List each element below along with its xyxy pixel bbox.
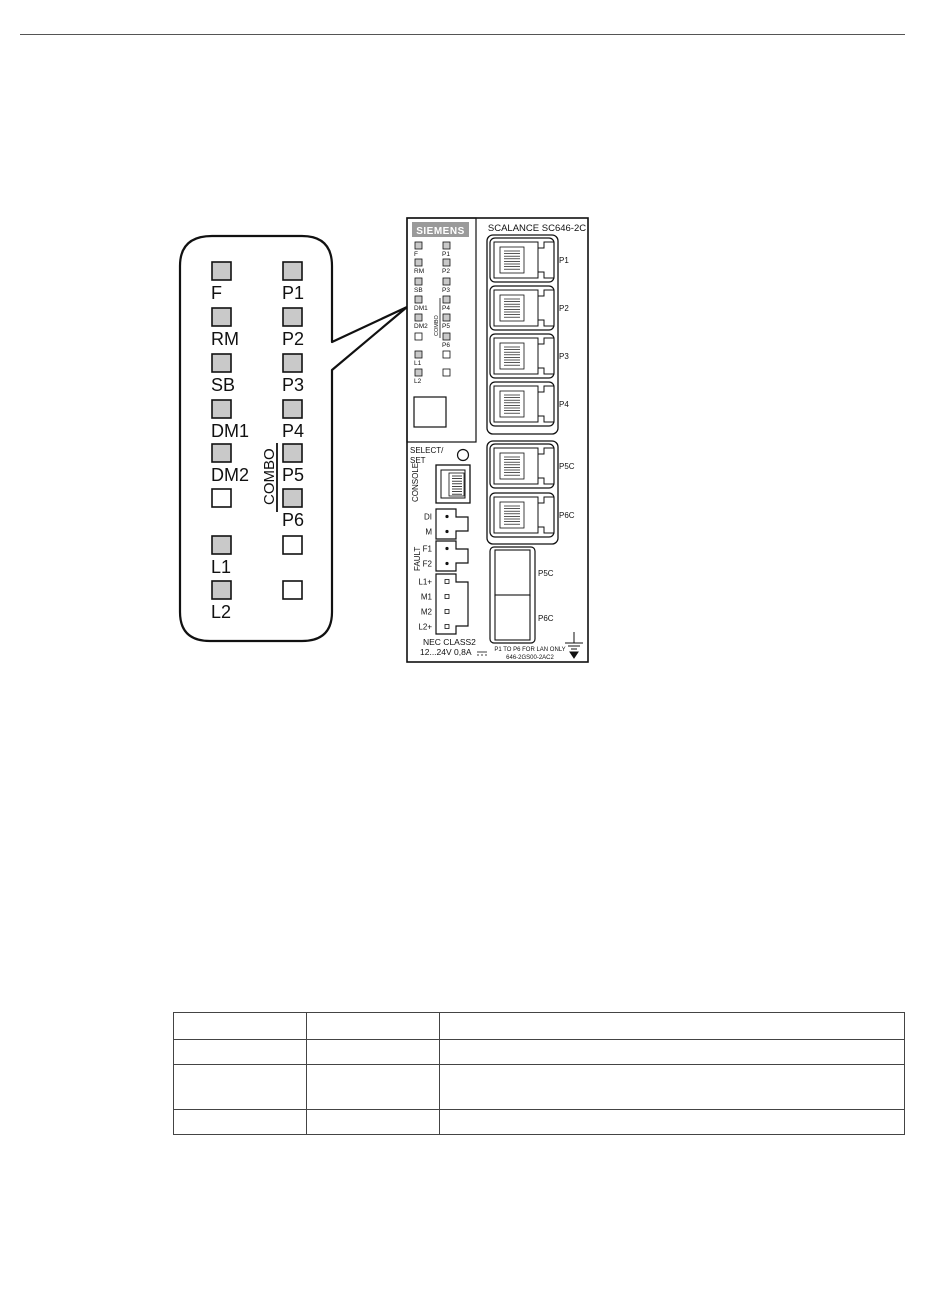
- table-cell: [307, 1040, 440, 1065]
- device-led-left-2: [415, 259, 422, 266]
- device-led-label: DM2: [414, 323, 428, 330]
- device-led-left-1: [415, 242, 422, 249]
- device-led-left-4: [415, 296, 422, 303]
- description-table: [173, 1012, 905, 1135]
- table-cell: [440, 1040, 905, 1065]
- table-cell: [307, 1110, 440, 1135]
- table-row: [174, 1110, 905, 1135]
- device-led-right-1: [443, 242, 450, 249]
- callout-led-label: L2: [211, 602, 232, 622]
- brand-logo: SIEMENS: [416, 226, 465, 237]
- callout-led-label: L1: [211, 557, 232, 577]
- device-led-left-3: [415, 278, 422, 285]
- device-led-left-7: [415, 351, 422, 358]
- device-led-label: P1: [442, 251, 450, 258]
- device-led-right-5: [443, 314, 450, 321]
- table-cell: [174, 1110, 307, 1135]
- callout-led-label: DM2: [211, 465, 250, 485]
- power-pin-label: L2+: [418, 622, 432, 632]
- power-pin-label: M2: [420, 607, 432, 617]
- callout-led-right-8: [283, 581, 302, 599]
- device-led-label: F: [414, 251, 418, 258]
- device-led-right-4: [443, 296, 450, 303]
- device-led-right-2: [443, 259, 450, 266]
- table-cell: [440, 1065, 905, 1110]
- callout-led-label: P6: [282, 510, 305, 530]
- rj45-port-3-label: P3: [559, 352, 569, 361]
- rj45-port-1-label: P1: [559, 256, 569, 265]
- callout-led-label: SB: [211, 375, 236, 395]
- voltage-label: 12...24V 0,8A: [420, 647, 472, 657]
- callout-led-right-7: [283, 536, 302, 554]
- callout-led-left-6: [212, 489, 231, 507]
- device-led-right-3: [443, 278, 450, 285]
- fault-pin-label: F2: [422, 559, 432, 569]
- lan-note: P1 TO P6 FOR LAN ONLY: [494, 647, 566, 653]
- console-label: CONSOLE: [411, 462, 420, 502]
- power-terminal[interactable]: [436, 574, 468, 634]
- device-led-label: P3: [442, 287, 450, 294]
- table-cell: [440, 1013, 905, 1040]
- sfp-port-1[interactable]: [495, 550, 530, 596]
- callout-led-label: DM1: [211, 421, 250, 441]
- callout-led-left-4: [212, 400, 231, 418]
- fault-label: FAULT: [413, 546, 422, 571]
- table-cell: [174, 1040, 307, 1065]
- callout-led-left-1: [212, 262, 231, 280]
- callout-led-label: F: [211, 283, 222, 303]
- led-callout: [180, 236, 407, 641]
- combo-rj45-port-2-label: P6C: [559, 511, 575, 520]
- table-cell: [174, 1065, 307, 1110]
- callout-led-right-4: [283, 400, 302, 418]
- device-led-left-5: [415, 314, 422, 321]
- power-pin-label: L1+: [418, 577, 432, 587]
- callout-led-label: P1: [282, 283, 305, 303]
- table-row: [174, 1013, 905, 1040]
- device-led-label: P5: [442, 323, 450, 330]
- device-led-label: L2: [414, 378, 422, 385]
- device-led-label: RM: [414, 268, 425, 275]
- power-pin-label: M1: [420, 592, 432, 602]
- fault-pin-label: F1: [422, 544, 432, 554]
- select-label-2: SET: [410, 456, 426, 465]
- callout-led-left-8: [212, 581, 231, 599]
- rj45-port-4-label: P4: [559, 400, 569, 409]
- device-led-label: L1: [414, 360, 422, 367]
- callout-led-right-1: [283, 262, 302, 280]
- callout-led-left-3: [212, 354, 231, 372]
- table-cell: [440, 1110, 905, 1135]
- sfp-port-label: P6C: [538, 614, 554, 623]
- model-name: SCALANCE SC646-2C: [487, 223, 587, 234]
- device-body: [407, 218, 588, 662]
- table-cell: [307, 1013, 440, 1040]
- select-label-1: SELECT/: [410, 446, 444, 455]
- callout-led-left-5: [212, 444, 231, 462]
- callout-led-right-3: [283, 354, 302, 372]
- table-row: [174, 1065, 905, 1110]
- callout-led-label: P2: [282, 329, 305, 349]
- device-led-right-7: [443, 351, 450, 358]
- callout-led-label: P5: [282, 465, 305, 485]
- combo-rj45-port-1-label: P5C: [559, 462, 575, 471]
- callout-combo-label: COMBO: [261, 448, 278, 505]
- callout-led-left-2: [212, 308, 231, 326]
- sfp-port-2[interactable]: [495, 595, 530, 640]
- select-set-button[interactable]: [458, 450, 469, 461]
- callout-led-right-5: [283, 444, 302, 462]
- device-led-label: P4: [442, 305, 450, 312]
- device-led-right-6: [443, 333, 450, 340]
- di-pin-label: DI: [424, 512, 432, 522]
- order-number: 646-2GS00-2AC2: [506, 655, 554, 661]
- table-cell: [307, 1065, 440, 1110]
- device-led-label: DM1: [414, 305, 428, 312]
- device-led-right-8: [443, 369, 450, 376]
- device-led-label: P6: [442, 342, 450, 349]
- callout-led-label: P4: [282, 421, 305, 441]
- table-row: [174, 1040, 905, 1065]
- device-led-left-6: [415, 333, 422, 340]
- callout-led-label: P3: [282, 375, 305, 395]
- callout-led-right-6: [283, 489, 302, 507]
- di-pin-label: M: [425, 527, 432, 537]
- nec-label: NEC CLASS2: [423, 637, 476, 647]
- rj45-port-2-label: P2: [559, 304, 569, 313]
- table-cell: [174, 1013, 307, 1040]
- device-led-label: P2: [442, 268, 450, 275]
- callout-led-right-2: [283, 308, 302, 326]
- callout-led-label: RM: [211, 329, 239, 349]
- device-led-label: SB: [414, 287, 423, 294]
- display-window: [414, 397, 446, 427]
- callout-led-left-7: [212, 536, 231, 554]
- sfp-port-label: P5C: [538, 569, 554, 578]
- device-combo-label: COMBO: [434, 315, 440, 336]
- device-led-left-8: [415, 369, 422, 376]
